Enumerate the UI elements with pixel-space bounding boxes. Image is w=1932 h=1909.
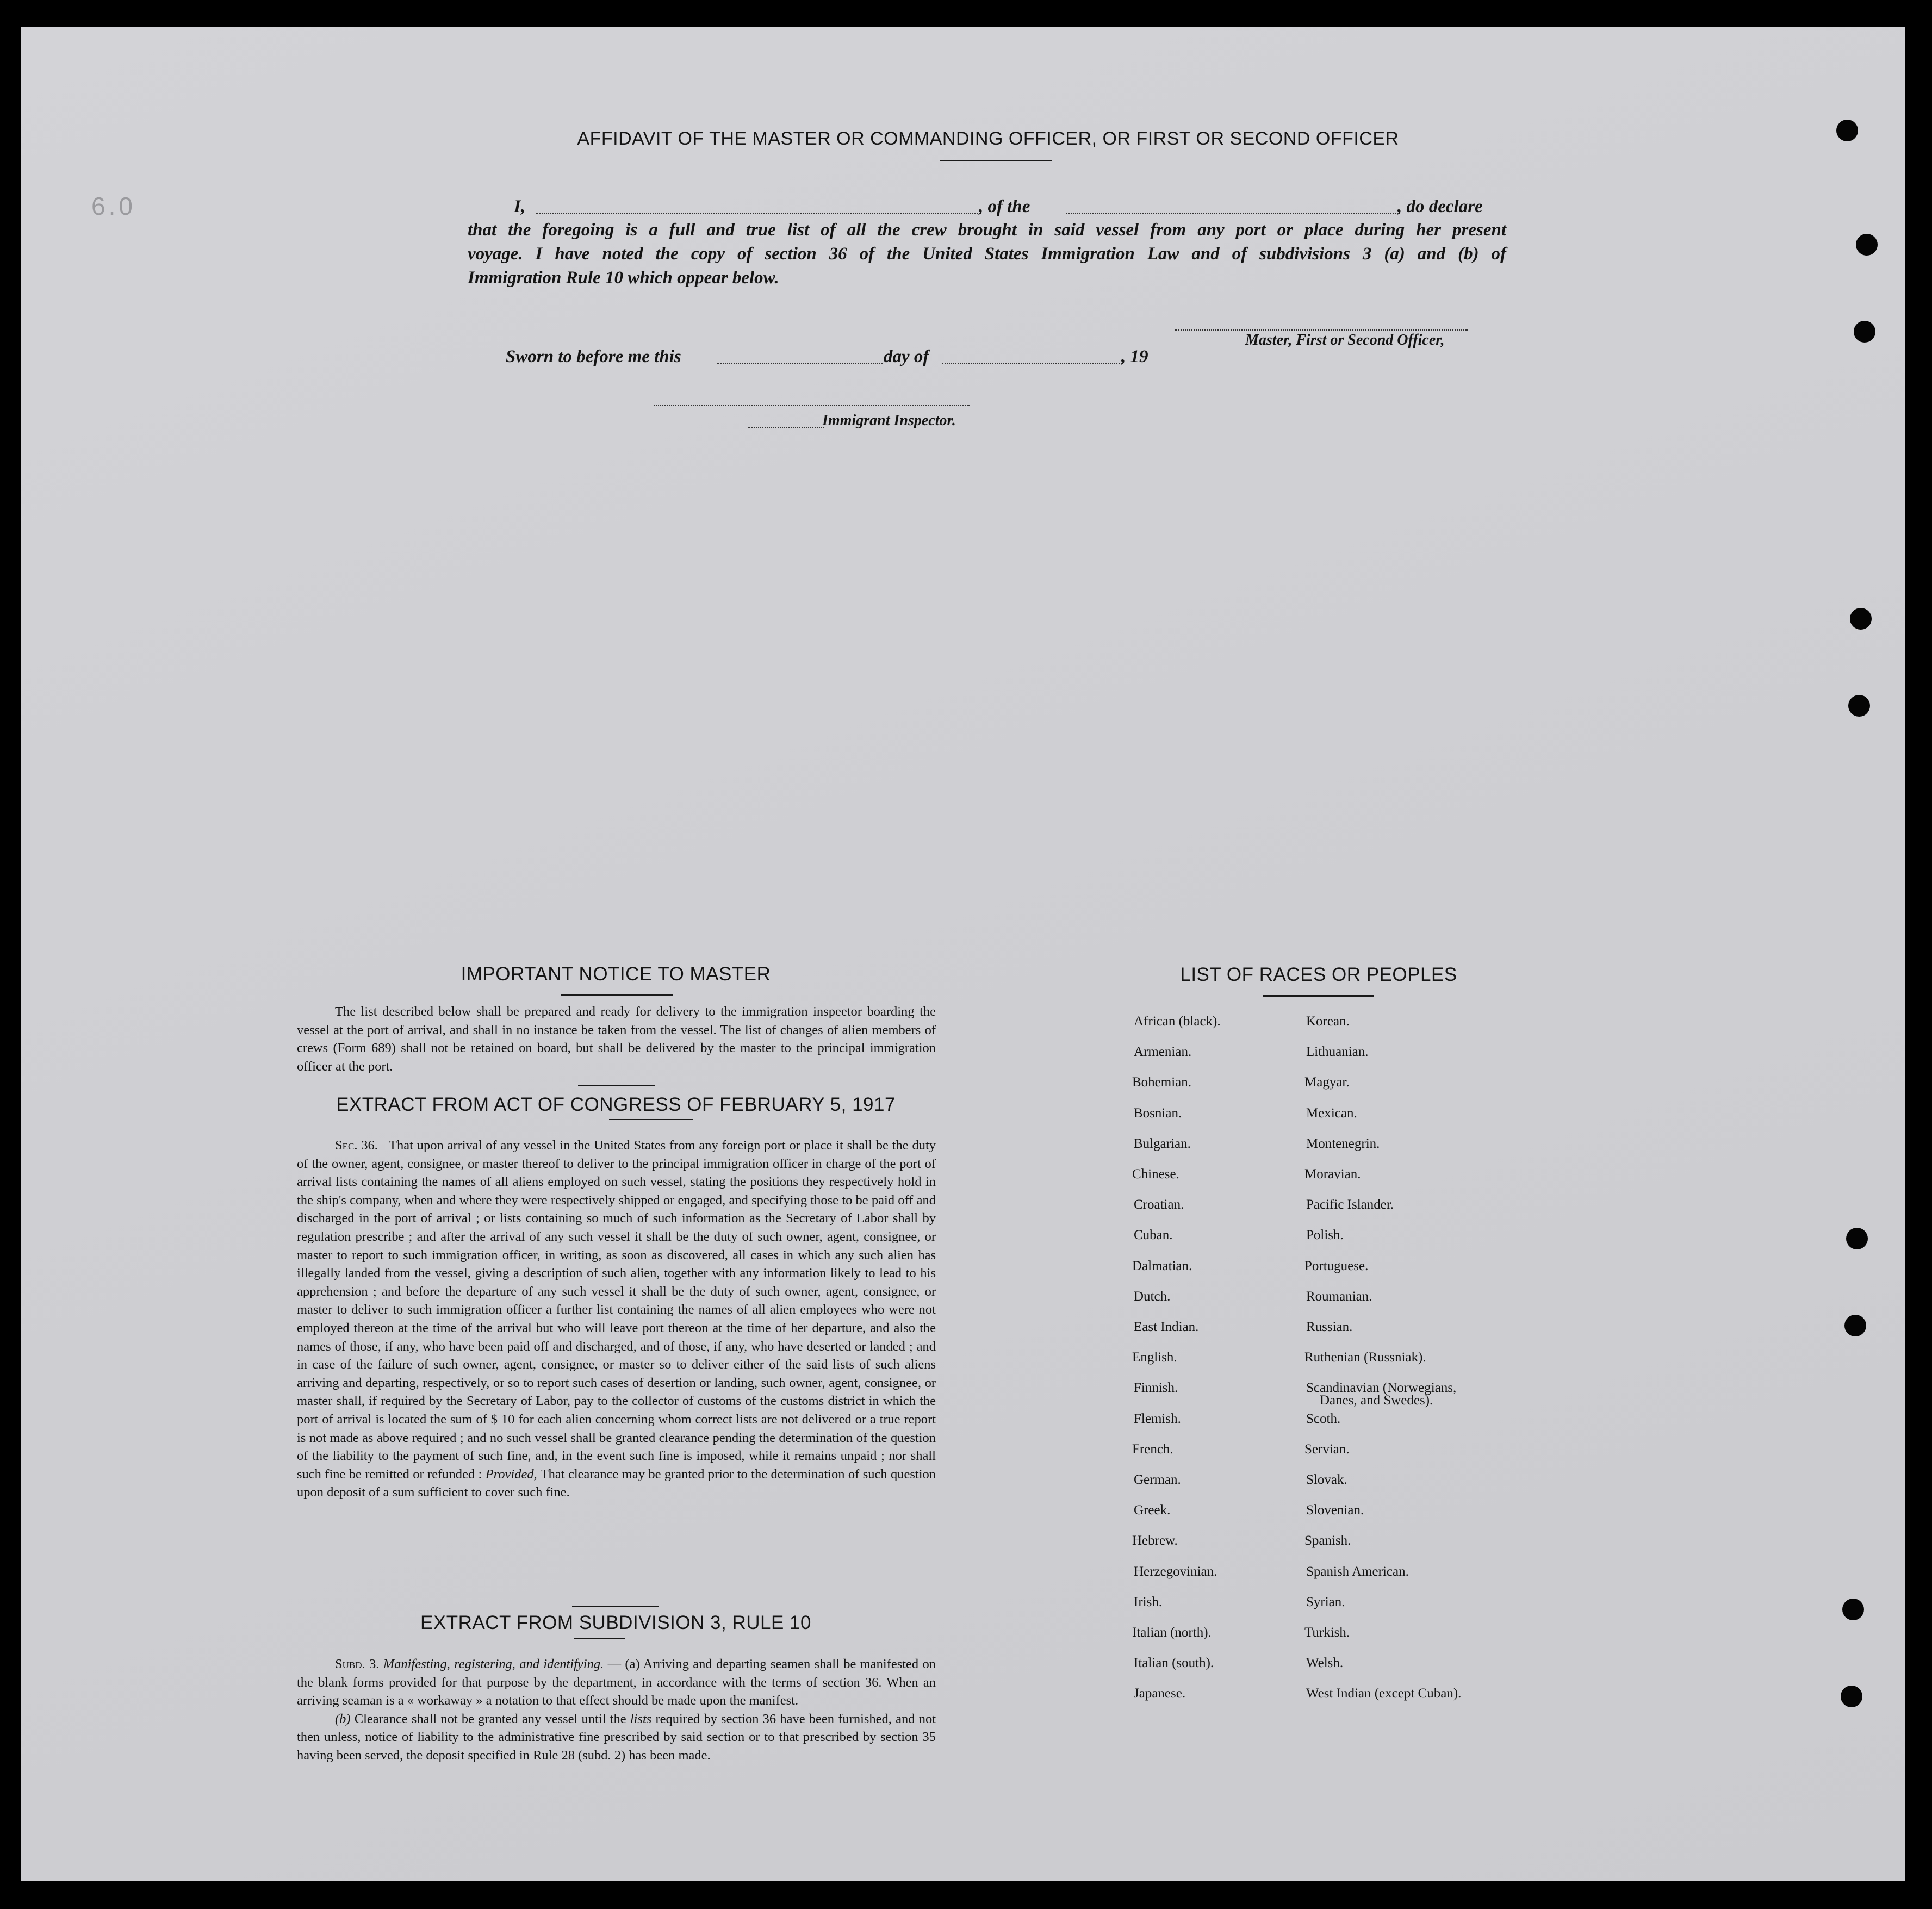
- rule-underline: [574, 1638, 625, 1639]
- race-item: Syrian.: [1306, 1595, 1345, 1609]
- race-item: Scoth.: [1306, 1411, 1341, 1426]
- race-item: German.: [1134, 1472, 1181, 1487]
- notice-title: IMPORTANT NOTICE TO MASTER: [461, 963, 771, 985]
- sec-label: Sec. 36.: [335, 1138, 378, 1153]
- rule-a-paragraph: [297, 1655, 936, 1710]
- rule-text: [297, 1655, 936, 1765]
- race-item: Slovenian.: [1306, 1503, 1364, 1518]
- subd-label: Subd. 3.: [335, 1657, 380, 1671]
- act-title: EXTRACT FROM ACT OF CONGRESS OF FEBRUARY 5, 1917: [336, 1094, 896, 1115]
- race-item: Finnish.: [1134, 1381, 1178, 1395]
- race-item: Roumanian.: [1306, 1289, 1372, 1304]
- race-item: Scandinavian (Norwegians,: [1306, 1381, 1457, 1395]
- affidavit-line-2: that the foregoing is a full and true list of all the crew brought in said vessel from any port or place during her present: [468, 220, 1506, 240]
- affidavit-line-3: voyage. I have noted the copy of section 36 of the United States Immigration Law and of subdivisions 3 (a) and (b) of: [468, 244, 1506, 264]
- race-item: Korean.: [1306, 1014, 1350, 1029]
- race-item: African (black).: [1134, 1014, 1221, 1029]
- race-item: Pacific Islander.: [1306, 1197, 1394, 1212]
- lists-word: lists: [630, 1711, 652, 1726]
- act-end-rule: [572, 1606, 659, 1607]
- provided-word: Provided,: [485, 1466, 537, 1482]
- race-item: Chinese.: [1132, 1167, 1179, 1182]
- race-scandinavian-continued: Danes, and Swedes).: [1320, 1393, 1433, 1408]
- declare-do-declare: , do declare: [1397, 197, 1483, 216]
- binder-hole: [1856, 234, 1878, 256]
- race-item: Bulgarian.: [1134, 1136, 1191, 1151]
- race-item: Portuguese.: [1304, 1259, 1369, 1273]
- inspector-sig-lead: [748, 427, 824, 428]
- sworn-month-blank: [942, 363, 1122, 364]
- race-item: Montenegrin.: [1306, 1136, 1380, 1151]
- race-item: Slovak.: [1306, 1472, 1347, 1487]
- race-item: Lithuanian.: [1306, 1044, 1369, 1059]
- binder-hole: [1850, 608, 1872, 630]
- inspector-signature-label: Immigrant Inspector.: [822, 412, 956, 429]
- master-signature-label: Master, First or Second Officer,: [1245, 332, 1445, 349]
- race-item: Italian (north).: [1132, 1625, 1212, 1640]
- act-underline: [609, 1119, 693, 1120]
- sworn-day-blank: [717, 363, 883, 364]
- race-item: Japanese.: [1134, 1686, 1186, 1701]
- act-body: That upon arrival of any vessel in the United States from any foreign port or place it shall be the duty of the owner, agent, consignee, or master thereof to deliver to the principal immigration officer in charge of the port of arrival lists containing the names of all aliens employed on such vessel, stating the positions they respectively hold in the ship's company, when and where they were respectively shipped or engaged, and specifying those to be paid off and discharged in the port of arrival ; or lists containing so much of such information as the Secretary of Labor shall by regulation prescribe ; and after the arrival of any such vessel it shall be the duty of such owner, agent, consignee, or master to report to such immigration officer, in writing, as soon as discovered, all cases in which any such alien has illegally landed from the vessel, giving a description of such alien, together with any information likely to lead to his apprehension ; and before the departure of any such vessel it shall be the duty of such owner, agent, consignee, or master to deliver to such immigration officer a further list containing the names of all alien employees who were not employed thereon at the time of the arrival but who will leave port thereon at the time of her departure, and also the names of those, if any, who have been paid off and discharged, and of those, if any, who have deserted or landed ; and in case of the failure of such owner, agent, consignee, or master so to deliver either of the said lists of such aliens arriving and departing, respectively, or so to report such cases of desertion or landing, such owner, agent, consignee, or master shall, if required by the Secretary of Labor, pay to the collector of customs of the customs district in which the port of arrival is located the sum of $ 10 for each alien concerning whom correct lists are not delivered or a true report is not made as above required ; and no such vessel shall be granted clearance pending the determination of the question of the liability to the payment of such fine, and, in the event such fine is imposed, while it remains unpaid ; nor shall such fine be remitted or refunded :: [297, 1138, 936, 1482]
- race-item: East Indian.: [1134, 1320, 1199, 1334]
- sworn-label: Sworn to before me this: [506, 347, 681, 366]
- act-body-end: That clearance may be granted prior to the determination of such question upon deposit of a sum sufficient to cover such fine.: [297, 1466, 936, 1500]
- affidavit-line-4: Immigration Rule 10 which oppear below.: [468, 268, 779, 288]
- binder-hole: [1844, 1315, 1866, 1336]
- binder-hole: [1842, 1599, 1864, 1620]
- master-sig-line: [1175, 329, 1468, 331]
- subd-heading: Manifesting, registering, and identifying.: [383, 1657, 604, 1671]
- race-item: Hebrew.: [1132, 1533, 1178, 1548]
- binder-hole: [1854, 321, 1875, 343]
- act-text: [297, 1136, 936, 1502]
- race-item: Cuban.: [1134, 1228, 1173, 1242]
- race-item: Turkish.: [1304, 1625, 1350, 1640]
- binder-hole: [1848, 695, 1870, 717]
- declare-I: I,: [514, 197, 526, 216]
- race-item: Magyar.: [1304, 1075, 1350, 1090]
- sworn-day-of: day of: [884, 347, 929, 366]
- vessel-blank: [1066, 213, 1400, 214]
- rule-b-paragraph: [297, 1710, 936, 1765]
- race-item: Irish.: [1134, 1595, 1163, 1609]
- race-item: Croatian.: [1134, 1197, 1184, 1212]
- b-label: (b): [335, 1711, 351, 1726]
- title-underline: [940, 160, 1052, 161]
- document-page: [21, 27, 1905, 1881]
- race-item: Italian (south).: [1134, 1656, 1214, 1670]
- rule-b-text1: Clearance shall not be granted any vessel until the: [354, 1711, 626, 1726]
- race-item: Russian.: [1306, 1320, 1353, 1334]
- race-item: Welsh.: [1306, 1656, 1344, 1670]
- race-item: Armenian.: [1134, 1044, 1192, 1059]
- declare-of-the: , of the: [979, 197, 1030, 216]
- race-item: Spanish.: [1304, 1533, 1351, 1548]
- race-item: Mexican.: [1306, 1106, 1357, 1121]
- margin-mark: 6.0: [91, 192, 136, 220]
- race-item: Spanish American.: [1306, 1564, 1409, 1579]
- race-item: Polish.: [1306, 1228, 1344, 1242]
- race-item: Servian.: [1304, 1442, 1350, 1457]
- sworn-year: , 19: [1121, 347, 1148, 366]
- race-item: West Indian (except Cuban).: [1306, 1686, 1462, 1701]
- race-item: Ruthenian (Russniak).: [1304, 1350, 1426, 1365]
- rule-b-text2: required by section 36 have been furnished, and not then unless, notice of liability to the administrative fine prescribed by said section or to that prescribed by section 35 having been served, the deposit specified in Rule 28 (subd. 2) has been made.: [297, 1711, 936, 1763]
- binder-hole: [1836, 120, 1858, 141]
- race-item: Bosnian.: [1134, 1106, 1182, 1121]
- races-underline: [1263, 995, 1374, 997]
- binder-hole: [1846, 1228, 1868, 1249]
- inspector-sig-line: [654, 405, 970, 406]
- rule-a-text: — (a) Arriving and departing seamen shall be manifested on the blank forms provided for that purpose by the department, in accordance with the terms of section 36. When an arriving seaman is a « workaway » a notation to that effect should be made upon the manifest.: [297, 1657, 936, 1708]
- race-item: Bohemian.: [1132, 1075, 1192, 1090]
- name-blank: [536, 213, 981, 214]
- race-item: Flemish.: [1134, 1411, 1181, 1426]
- race-item: French.: [1132, 1442, 1173, 1457]
- notice-underline: [561, 994, 673, 996]
- race-item: Dalmatian.: [1132, 1259, 1192, 1273]
- race-item: Herzegovinian.: [1134, 1564, 1217, 1579]
- binder-hole: [1841, 1686, 1862, 1707]
- notice-end-rule: [578, 1085, 655, 1086]
- race-item: English.: [1132, 1350, 1177, 1365]
- race-item: Moravian.: [1304, 1167, 1361, 1182]
- race-item: Greek.: [1134, 1503, 1171, 1518]
- affidavit-title: AFFIDAVIT OF THE MASTER OR COMMANDING OFFICER, OR FIRST OR SECOND OFFICER: [577, 128, 1399, 149]
- races-title: LIST OF RACES OR PEOPLES: [1180, 964, 1457, 985]
- race-item: Dutch.: [1134, 1289, 1171, 1304]
- notice-text: [297, 1003, 936, 1075]
- rule-title: EXTRACT FROM SUBDIVISION 3, RULE 10: [420, 1612, 811, 1633]
- notice-paragraph: The list described below shall be prepared and ready for delivery to the immigration inspeetor boarding the vessel at the port of arrival, and shall in no instance be taken from the vessel. The list of changes of alien members of crews (Form 689) shall not be retained on board, but shall be delivered by the master to the principal immigration officer at the port.: [297, 1004, 936, 1074]
- act-paragraph: [297, 1136, 936, 1502]
